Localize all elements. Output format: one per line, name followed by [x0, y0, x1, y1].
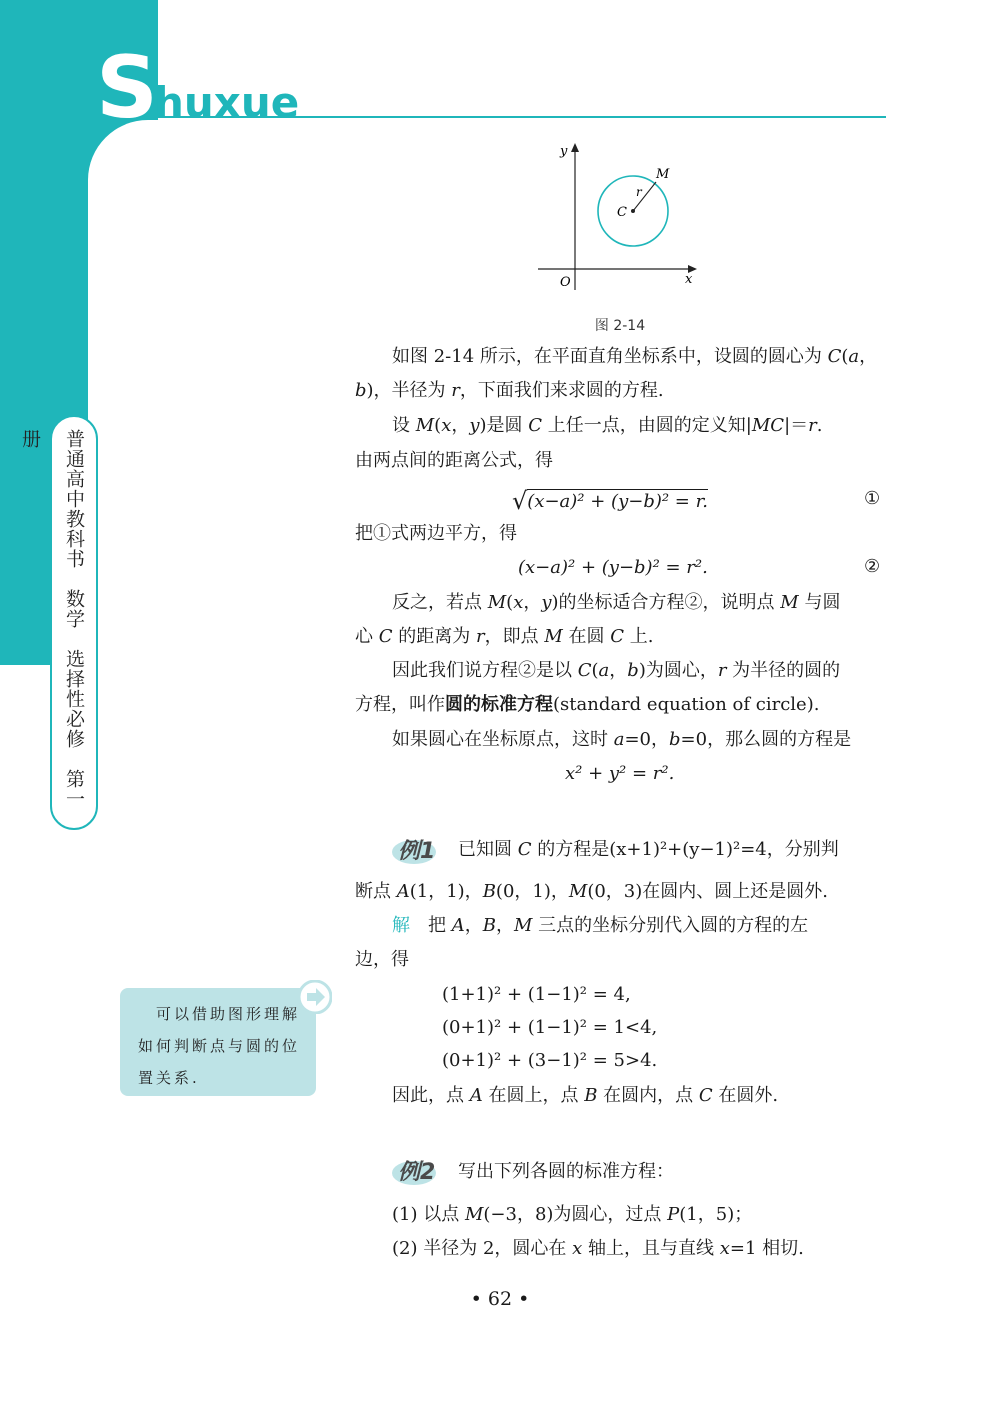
calc-2: (0+1)² + (1−1)² = 1<4, — [442, 1017, 658, 1038]
para-1-line-2: b)，半径为 r，下面我们来求圆的方程. — [355, 380, 664, 401]
equation-2: (x−a)² + (y−b)² = r². — [518, 557, 708, 578]
para-4-line-1: 反之，若点 M(x，y)的坐标适合方程②，说明点 M 与圆 — [392, 592, 841, 613]
example-2-badge — [392, 1153, 440, 1187]
solution-line-2: 边，得 — [355, 949, 409, 970]
center-point — [631, 209, 635, 213]
para-5-line-2: 方程，叫作圆的标准方程(standard equation of circle). — [355, 694, 820, 715]
equation-1 — [512, 486, 708, 515]
example-2-line-1: 写出下列各圆的标准方程： — [458, 1161, 674, 1182]
sqrt-sign: √ — [512, 487, 528, 515]
conclusion: 因此，点 A 在圆上，点 B 在圆内，点 C 在圆外. — [392, 1085, 779, 1106]
origin-label: O — [560, 275, 571, 290]
para-1-line-1: 如图 2-14 所示，在平面直角坐标系中，设圆的圆心为 C(a， — [392, 346, 878, 367]
logo-initial: S — [96, 38, 156, 138]
equation-2-number: ② — [864, 556, 881, 577]
margin-note — [120, 988, 316, 1096]
x-axis-label: x — [685, 272, 693, 287]
example-2-item-2: (2) 半径为 2，圆心在 x 轴上，且与直线 x=1 相切. — [392, 1238, 804, 1259]
figure-caption: 图 2-14 — [594, 318, 646, 334]
calc-3: (0+1)² + (3−1)² = 5>4. — [442, 1050, 658, 1071]
book-title: 普通高中教科书 数学 选择性必修 第一册 — [19, 429, 85, 809]
para-4-line-2: 心 C 的距离为 r，即点 M 在圆 C 上. — [355, 626, 654, 647]
logo-word: huxue — [154, 78, 300, 127]
book-title-tab — [19, 415, 98, 830]
y-axis-label: y — [560, 144, 568, 159]
example-2-item-1: (1) 以点 M(−3，8)为圆心，过点 P(1，5)； — [392, 1204, 753, 1225]
para-6: 如果圆心在坐标原点，这时 a=0，b=0，那么圆的方程是 — [392, 729, 852, 750]
y-axis-arrow — [571, 143, 579, 152]
arrow-right-icon — [298, 980, 332, 1014]
example-1-line-2: 断点 A(1，1)，B(0，1)，M(0，3)在圆内、圆上还是圆外. — [355, 881, 828, 902]
circle-diagram — [530, 140, 710, 300]
page-number: • 62 • — [470, 1288, 530, 1310]
equation-3: x² + y² = r². — [565, 763, 675, 784]
radius-label: r — [636, 185, 642, 199]
example-2-label: 例2 — [398, 1160, 436, 1185]
para-3: 把①式两边平方，得 — [355, 523, 517, 544]
solution-line-1: 解 把 A，B，M 三点的坐标分别代入圆的方程的左 — [392, 915, 809, 936]
para-2-line-1: 设 M(x，y)是圆 C 上任一点，由圆的定义知|MC|＝r. — [392, 415, 823, 436]
center-label: C — [617, 205, 627, 220]
para-5-line-1: 因此我们说方程②是以 C(a，b)为圆心，r 为半径的圆的 — [392, 660, 841, 681]
equation-1-text: (x−a)² + (y−b)² = r. — [527, 491, 708, 512]
point-label: M — [656, 167, 670, 182]
para-2-line-2: 由两点间的距离公式，得 — [355, 450, 553, 471]
example-1-label: 例1 — [398, 839, 436, 864]
defined-term: 圆的标准方程 — [445, 694, 553, 715]
example-1-line-1: 已知圆 C 的方程是(x+1)²+(y−1)²=4，分别判 — [458, 839, 839, 860]
equation-1-number: ① — [864, 488, 881, 509]
solution-label: 解 — [392, 915, 410, 936]
example-1-badge — [392, 832, 440, 866]
calc-1: (1+1)² + (1−1)² = 4, — [442, 984, 631, 1005]
margin-note-text: 可以借助图形理解如何判断点与圆的位置关系. — [138, 1005, 301, 1087]
